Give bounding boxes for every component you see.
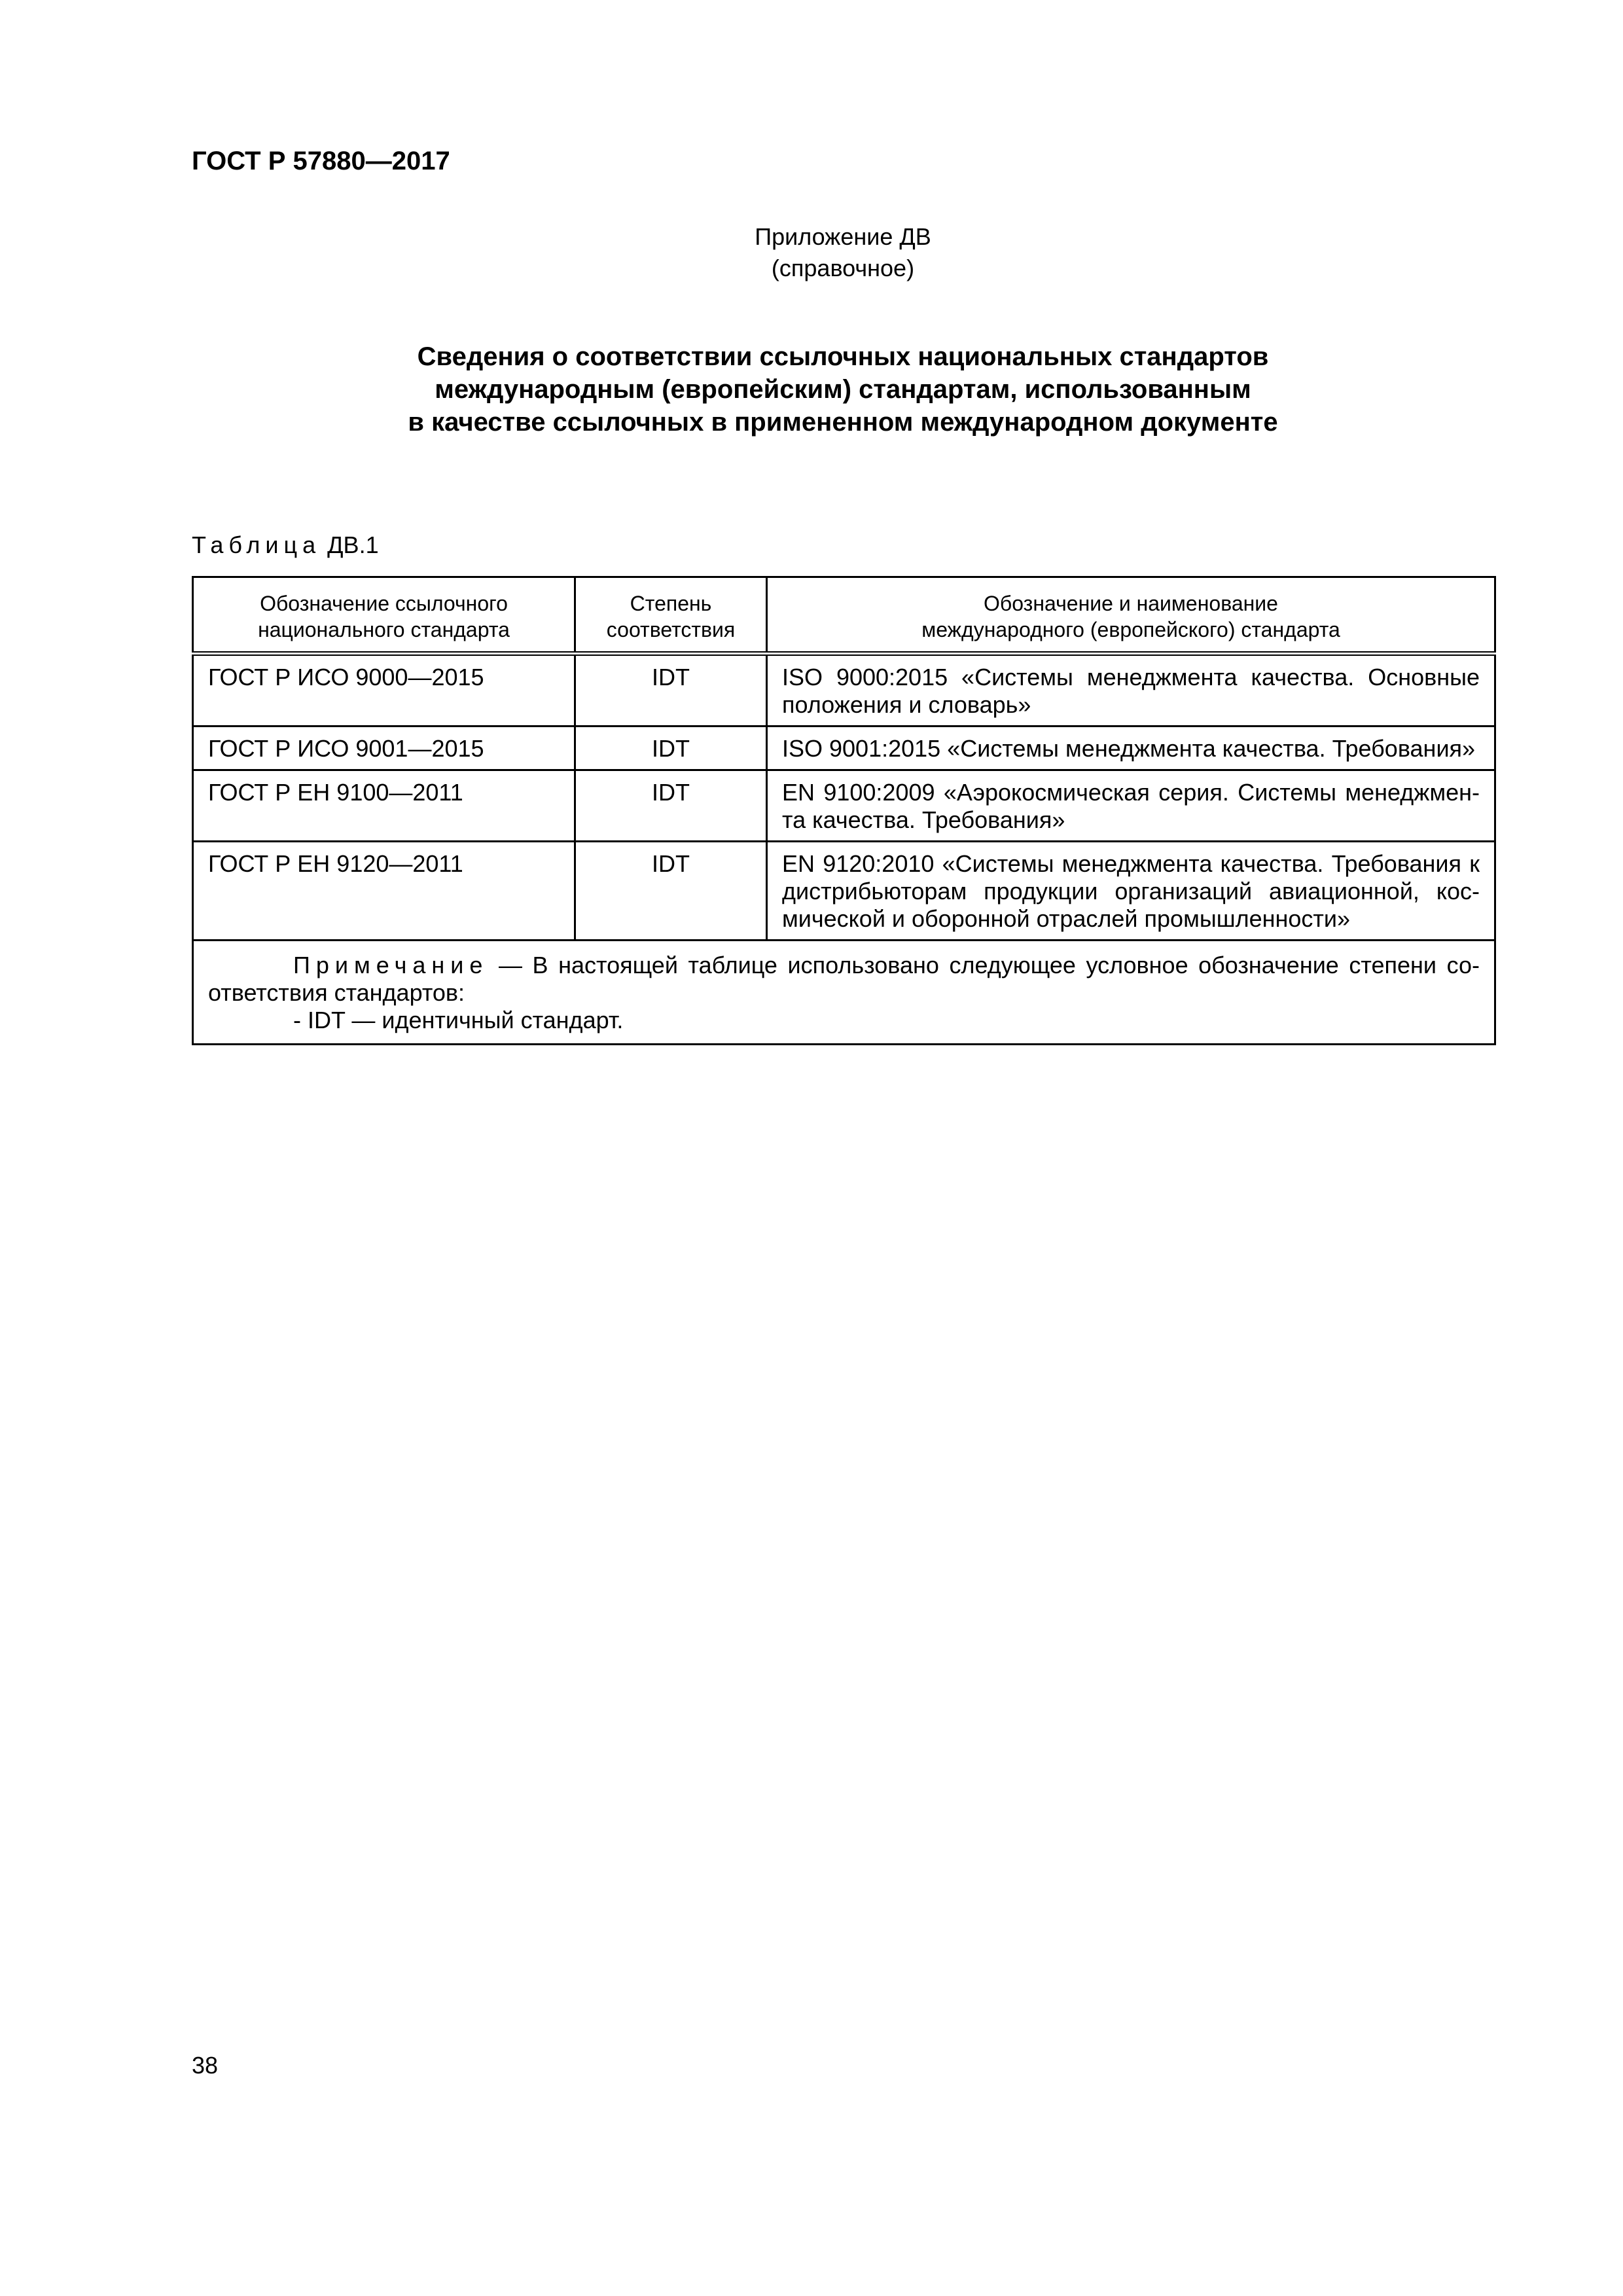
international-standard-cell: ISO 9001:2015 «Системы менеджмента качества. Требования»	[767, 726, 1495, 770]
appendix-heading	[192, 221, 1494, 284]
table-caption-number: ДВ.1	[327, 531, 379, 558]
table-caption	[192, 531, 379, 559]
degree-cell: IDT	[575, 770, 767, 842]
appendix-type: (справочное)	[771, 255, 915, 281]
header-international-standard	[767, 577, 1495, 654]
title-line-2: международным (европейским) стандартам, использованным	[435, 375, 1251, 404]
degree-cell: IDT	[575, 842, 767, 941]
appendix-title	[192, 340, 1494, 439]
header-col2-line1: Степень	[630, 592, 712, 615]
appendix-label: Приложение ДВ	[755, 223, 931, 250]
document-code: ГОСТ Р 57880—2017	[192, 147, 450, 175]
header-col2-line2: соответствия	[606, 618, 736, 641]
degree-cell: IDT	[575, 654, 767, 726]
national-standard-cell: ГОСТ Р ЕН 9100—2011	[193, 770, 575, 842]
page-number: 38	[192, 2052, 219, 2079]
table-row	[193, 770, 1495, 842]
table-note	[193, 941, 1495, 1045]
standards-correspondence-table	[192, 576, 1496, 1045]
title-line-1: Сведения о соответствии ссылочных национальных стандартов	[417, 342, 1269, 371]
header-col1-line1: Обозначение ссылочного	[260, 592, 508, 615]
national-standard-cell: ГОСТ Р ЕН 9120—2011	[193, 842, 575, 941]
header-col3-line1: Обозначение и наименование	[984, 592, 1278, 615]
international-standard-cell: EN 9120:2010 «Системы менеджмента качества. Требования к дистрибьюторам продукции организаций авиационной, космической и оборонной отраслей промышленности»	[767, 842, 1495, 941]
table-header-row	[193, 577, 1495, 654]
international-standard-cell: ISO 9000:2015 «Системы менеджмента качества. Основные положения и словарь»	[767, 654, 1495, 726]
header-col3-line2: международного (европейского) стандарта	[921, 618, 1340, 641]
table-row	[193, 726, 1495, 770]
header-col1-line2: национального стандарта	[258, 618, 510, 641]
table-row	[193, 842, 1495, 941]
international-standard-cell: EN 9100:2009 «Аэрокосмическая серия. Системы менеджмента качества. Требования»	[767, 770, 1495, 842]
table-row	[193, 654, 1495, 726]
title-line-3: в качестве ссылочных в примененном международном документе	[408, 408, 1278, 437]
note-item: - IDT — идентичный стандарт.	[293, 1007, 624, 1033]
note-label: Примечание	[293, 952, 489, 978]
table-note-row	[193, 941, 1495, 1045]
header-national-standard	[193, 577, 575, 654]
table-caption-label: Таблица	[192, 531, 321, 558]
note-body: — В настоящей таблице использовано следующее условное обозначение степени соответствия стандартов:	[208, 952, 1480, 1006]
national-standard-cell: ГОСТ Р ИСО 9001—2015	[193, 726, 575, 770]
national-standard-cell: ГОСТ Р ИСО 9000—2015	[193, 654, 575, 726]
degree-cell: IDT	[575, 726, 767, 770]
note-text	[208, 952, 1480, 1007]
header-degree	[575, 577, 767, 654]
